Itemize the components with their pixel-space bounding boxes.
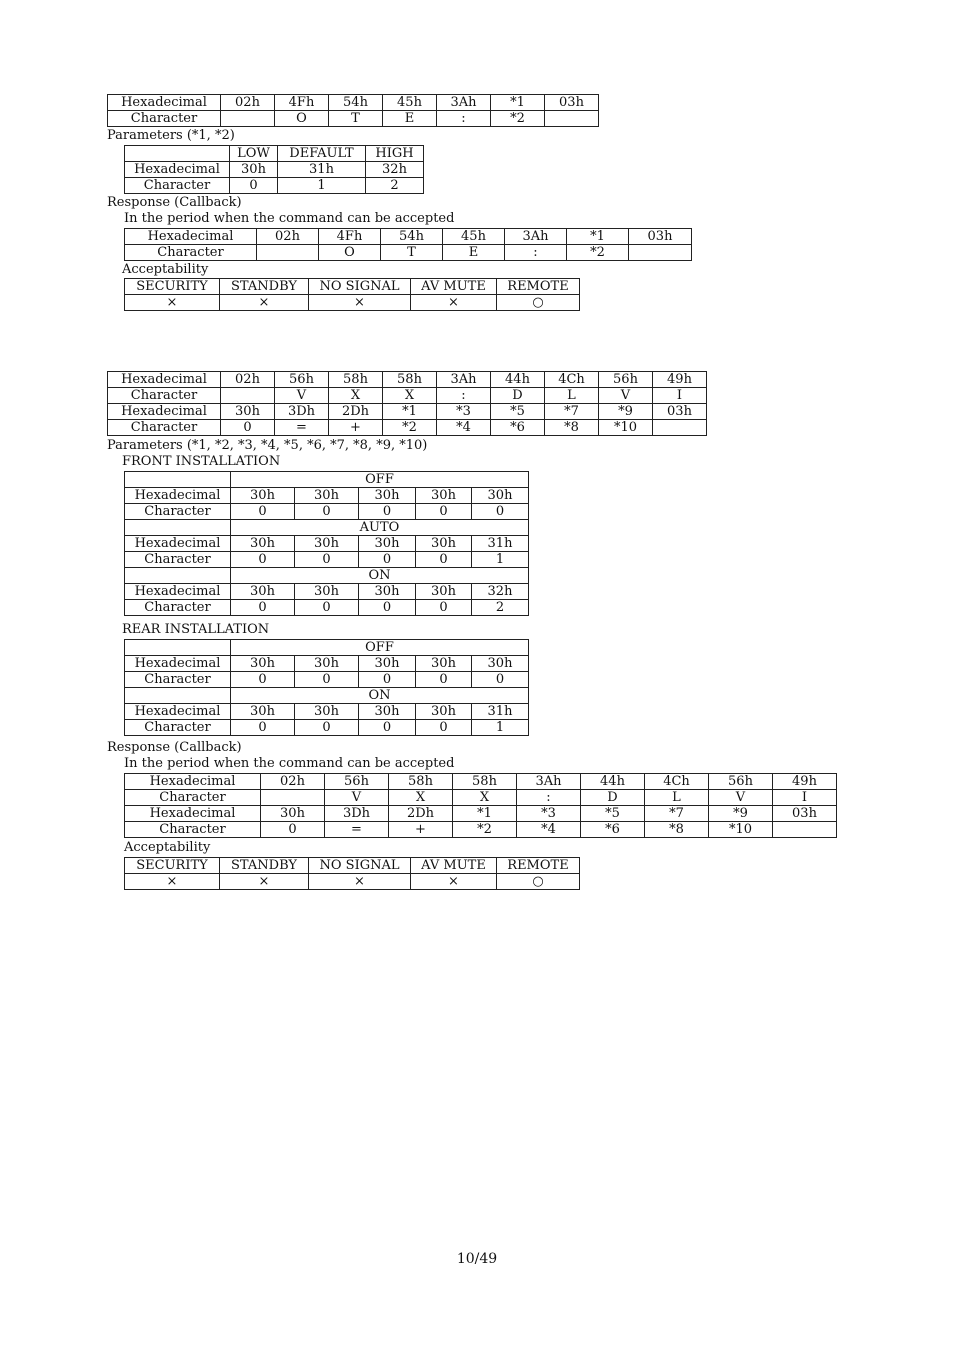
table-cell: 0	[295, 504, 359, 520]
mode-blank-cell	[125, 520, 231, 536]
table-cell: 03h	[653, 404, 707, 420]
mode-row	[125, 688, 529, 704]
table-cell: *8	[645, 822, 709, 838]
table-cell: 0	[472, 672, 529, 688]
table-cell: *6	[491, 420, 545, 436]
row-head: Hexadecimal	[125, 584, 231, 600]
cmd1-accept-table	[124, 278, 580, 311]
table-cell: 1	[472, 720, 529, 736]
accept-header-cell: NO SIGNAL	[309, 858, 411, 874]
accept-value-cell: ×	[220, 295, 309, 311]
row-head: Hexadecimal	[108, 95, 221, 111]
row-head: Hexadecimal	[125, 774, 261, 790]
table-cell: 0	[472, 504, 529, 520]
table-cell: 0	[295, 672, 359, 688]
table-cell: 03h	[773, 806, 837, 822]
table-row	[108, 420, 707, 436]
cmd2-response-label: Response (Callback)	[107, 740, 242, 755]
rear-installation-table-wrap	[124, 639, 529, 736]
table-cell: I	[653, 388, 707, 404]
table-cell: L	[645, 790, 709, 806]
cmd1-params-table-wrap	[124, 145, 424, 194]
accept-header-cell: AV MUTE	[411, 279, 497, 295]
table-cell: 0	[416, 672, 472, 688]
table-cell: *10	[709, 822, 773, 838]
table-cell: E	[443, 245, 505, 261]
table-row	[125, 774, 837, 790]
cmd2-params-label: Parameters (*1, *2, *3, *4, *5, *6, *7, *8, *9, *10)	[107, 438, 428, 453]
table-cell: *10	[599, 420, 653, 436]
table-cell: 4Fh	[275, 95, 329, 111]
table-cell: 30h	[231, 704, 295, 720]
params-header-row	[125, 146, 424, 162]
table-cell	[545, 111, 599, 127]
table-cell: *5	[491, 404, 545, 420]
table-cell: :	[437, 111, 491, 127]
table-cell: 58h	[389, 774, 453, 790]
table-cell: 03h	[545, 95, 599, 111]
table-cell: V	[709, 790, 773, 806]
mode-name: ON	[231, 688, 529, 704]
table-cell	[221, 111, 275, 127]
accept-value-cell: ×	[411, 874, 497, 890]
table-cell: 56h	[599, 372, 653, 388]
cmd1-command-table	[107, 94, 599, 127]
table-cell: 32h	[472, 584, 529, 600]
table-cell: *3	[517, 806, 581, 822]
params-cell: 30h	[230, 162, 278, 178]
table-cell: 30h	[416, 536, 472, 552]
table-cell: 30h	[231, 656, 295, 672]
table-cell: 30h	[472, 488, 529, 504]
mode-name: OFF	[231, 472, 529, 488]
table-row	[125, 822, 837, 838]
table-cell: 2	[472, 600, 529, 616]
cmd1-response-period: In the period when the command can be accepted	[124, 211, 455, 226]
table-cell: 0	[295, 720, 359, 736]
table-cell: *2	[453, 822, 517, 838]
table-cell: X	[383, 388, 437, 404]
table-cell: 0	[359, 552, 416, 568]
table-cell: 0	[231, 600, 295, 616]
params-header-default: DEFAULT	[278, 146, 366, 162]
table-cell: 30h	[231, 488, 295, 504]
table-cell: E	[383, 111, 437, 127]
table-row	[125, 229, 692, 245]
row-head: Character	[108, 111, 221, 127]
row-head: Character	[125, 504, 231, 520]
cmd1-accept-body	[125, 279, 580, 311]
table-cell: 0	[295, 600, 359, 616]
table-cell: 3Ah	[517, 774, 581, 790]
mode-name: OFF	[231, 640, 529, 656]
table-cell	[773, 822, 837, 838]
table-cell: 02h	[221, 95, 275, 111]
mode-row	[125, 640, 529, 656]
table-cell: :	[437, 388, 491, 404]
table-row	[108, 95, 599, 111]
accept-value-cell: ×	[411, 295, 497, 311]
table-cell: 45h	[443, 229, 505, 245]
table-cell: 31h	[472, 704, 529, 720]
table-cell: *9	[599, 404, 653, 420]
table-row	[108, 404, 707, 420]
table-row	[108, 372, 707, 388]
mode-hex-row	[125, 704, 529, 720]
accept-value-cell: ×	[309, 295, 411, 311]
table-cell: 58h	[453, 774, 517, 790]
accept-header-row	[125, 858, 580, 874]
mode-char-row	[125, 672, 529, 688]
accept-header-cell: SECURITY	[125, 279, 220, 295]
table-cell: 58h	[383, 372, 437, 388]
table-cell: 31h	[472, 536, 529, 552]
row-head: Character	[125, 672, 231, 688]
table-cell: 54h	[329, 95, 383, 111]
table-cell: 30h	[295, 488, 359, 504]
table-cell: 30h	[231, 536, 295, 552]
mode-char-row	[125, 504, 529, 520]
table-cell: :	[505, 245, 567, 261]
table-cell: +	[389, 822, 453, 838]
table-cell: 2Dh	[389, 806, 453, 822]
front-installation-label: FRONT INSTALLATION	[122, 454, 281, 469]
row-head: Character	[125, 552, 231, 568]
accept-header-cell: REMOTE	[497, 279, 580, 295]
table-cell	[257, 245, 319, 261]
table-cell: D	[491, 388, 545, 404]
table-cell: 30h	[472, 656, 529, 672]
cmd2-accept-table-wrap	[124, 857, 580, 890]
table-cell: 49h	[773, 774, 837, 790]
table-cell: 0	[416, 600, 472, 616]
mode-row	[125, 472, 529, 488]
row-head: Hexadecimal	[125, 656, 231, 672]
mode-name: AUTO	[231, 520, 529, 536]
mode-hex-row	[125, 656, 529, 672]
mode-row	[125, 520, 529, 536]
table-cell: 02h	[261, 774, 325, 790]
table-cell: 30h	[416, 656, 472, 672]
table-cell: 30h	[295, 704, 359, 720]
table-cell: 30h	[359, 584, 416, 600]
table-cell: 0	[231, 504, 295, 520]
table-cell: 02h	[221, 372, 275, 388]
accept-value-cell: ○	[497, 874, 580, 890]
cmd1-response-table	[124, 228, 692, 261]
table-cell: O	[319, 245, 381, 261]
table-cell: 3Ah	[437, 95, 491, 111]
mode-hex-row	[125, 584, 529, 600]
table-row	[125, 790, 837, 806]
row-head: Character	[108, 388, 221, 404]
table-cell: 03h	[629, 229, 692, 245]
table-cell: 2Dh	[329, 404, 383, 420]
table-cell: V	[599, 388, 653, 404]
table-cell: T	[329, 111, 383, 127]
table-cell: 30h	[295, 584, 359, 600]
accept-header-cell: STANDBY	[220, 858, 309, 874]
table-cell: *8	[545, 420, 599, 436]
cmd1-response-body	[125, 229, 692, 261]
table-cell: V	[325, 790, 389, 806]
table-cell: 3Ah	[437, 372, 491, 388]
table-cell: 0	[359, 600, 416, 616]
table-cell: 0	[416, 552, 472, 568]
table-row	[108, 111, 599, 127]
table-cell: *9	[709, 806, 773, 822]
table-cell: 30h	[416, 488, 472, 504]
row-head: Character	[125, 822, 261, 838]
table-cell	[261, 790, 325, 806]
table-cell: =	[275, 420, 329, 436]
mode-row	[125, 568, 529, 584]
table-cell: 30h	[221, 404, 275, 420]
row-head: Character	[125, 600, 231, 616]
row-head: Hexadecimal	[108, 372, 221, 388]
table-cell: 4Ch	[645, 774, 709, 790]
cmd1-response-label: Response (Callback)	[107, 195, 242, 210]
table-cell: 56h	[709, 774, 773, 790]
table-cell: 30h	[359, 488, 416, 504]
params-hex-row	[125, 162, 424, 178]
cmd2-command-table-wrap	[107, 371, 707, 436]
accept-header-cell: SECURITY	[125, 858, 220, 874]
params-cell: 1	[278, 178, 366, 194]
table-cell: *2	[567, 245, 629, 261]
params-cell: 0	[230, 178, 278, 194]
row-head: Character	[125, 790, 261, 806]
table-cell: 58h	[329, 372, 383, 388]
accept-header-cell: REMOTE	[497, 858, 580, 874]
table-cell: 0	[416, 504, 472, 520]
accept-value-cell: ×	[125, 874, 220, 890]
cmd2-accept-body	[125, 858, 580, 890]
table-cell: 3Ah	[505, 229, 567, 245]
table-cell: 49h	[653, 372, 707, 388]
mode-char-row	[125, 600, 529, 616]
accept-value-row	[125, 874, 580, 890]
table-cell: *1	[383, 404, 437, 420]
table-cell: V	[275, 388, 329, 404]
table-cell: 30h	[359, 704, 416, 720]
page-number: 10/49	[456, 1251, 498, 1267]
table-cell: 30h	[416, 584, 472, 600]
cmd1-accept-label: Acceptability	[122, 262, 209, 277]
front-installation-table	[124, 471, 529, 616]
accept-value-row	[125, 295, 580, 311]
cmd1-params-table	[124, 145, 424, 194]
table-cell: *7	[545, 404, 599, 420]
table-cell: 0	[359, 720, 416, 736]
row-head: Hexadecimal	[125, 806, 261, 822]
table-cell: *4	[437, 420, 491, 436]
table-cell: 30h	[295, 656, 359, 672]
cmd1-response-table-wrap	[124, 228, 692, 261]
table-cell: 56h	[325, 774, 389, 790]
table-cell: T	[381, 245, 443, 261]
table-cell: *7	[645, 806, 709, 822]
table-cell: 1	[472, 552, 529, 568]
accept-value-cell: ×	[220, 874, 309, 890]
cmd2-accept-label: Acceptability	[124, 840, 211, 855]
table-cell	[221, 388, 275, 404]
params-row-head: Hexadecimal	[125, 162, 230, 178]
mode-hex-row	[125, 536, 529, 552]
table-cell: 02h	[257, 229, 319, 245]
table-cell: 30h	[295, 536, 359, 552]
table-cell: 56h	[275, 372, 329, 388]
table-cell: X	[329, 388, 383, 404]
table-cell: *3	[437, 404, 491, 420]
accept-header-cell: NO SIGNAL	[309, 279, 411, 295]
table-cell: 54h	[381, 229, 443, 245]
table-cell: *5	[581, 806, 645, 822]
row-head: Hexadecimal	[108, 404, 221, 420]
cmd1-params-label: Parameters (*1, *2)	[107, 128, 235, 143]
params-cell: 31h	[278, 162, 366, 178]
mode-char-row	[125, 552, 529, 568]
table-cell: *4	[517, 822, 581, 838]
row-head: Hexadecimal	[125, 229, 257, 245]
params-cell: 2	[366, 178, 424, 194]
table-cell: *6	[581, 822, 645, 838]
accept-value-cell: ×	[125, 295, 220, 311]
table-row	[125, 806, 837, 822]
mode-blank-cell	[125, 472, 231, 488]
table-cell	[653, 420, 707, 436]
table-cell: +	[329, 420, 383, 436]
table-cell: =	[325, 822, 389, 838]
table-cell: 0	[359, 504, 416, 520]
mode-blank-cell	[125, 568, 231, 584]
table-cell: 0	[231, 720, 295, 736]
row-head: Hexadecimal	[125, 704, 231, 720]
cmd1-accept-table-wrap	[124, 278, 580, 311]
table-cell: *2	[383, 420, 437, 436]
table-cell: 30h	[261, 806, 325, 822]
table-cell: 30h	[231, 584, 295, 600]
mode-hex-row	[125, 488, 529, 504]
rear-installation-body	[125, 640, 529, 736]
params-row-head: Character	[125, 178, 230, 194]
row-head: Hexadecimal	[125, 488, 231, 504]
table-cell: 45h	[383, 95, 437, 111]
table-cell: X	[389, 790, 453, 806]
table-cell: 30h	[359, 656, 416, 672]
table-cell: 0	[261, 822, 325, 838]
cmd2-response-table-wrap	[124, 773, 837, 838]
rear-installation-table	[124, 639, 529, 736]
cmd2-command-body	[108, 372, 707, 436]
table-row	[125, 245, 692, 261]
front-installation-table-wrap	[124, 471, 529, 616]
accept-header-row	[125, 279, 580, 295]
row-head: Character	[125, 245, 257, 261]
table-cell: *2	[491, 111, 545, 127]
cmd2-response-period: In the period when the command can be accepted	[124, 756, 455, 771]
accept-header-cell: STANDBY	[220, 279, 309, 295]
table-cell: 0	[295, 552, 359, 568]
mode-name: ON	[231, 568, 529, 584]
cmd1-command-table-wrap	[107, 94, 599, 127]
table-cell: 30h	[416, 704, 472, 720]
cmd1-command-body	[108, 95, 599, 127]
table-cell: I	[773, 790, 837, 806]
table-cell	[629, 245, 692, 261]
params-header-low: LOW	[230, 146, 278, 162]
params-cell: 32h	[366, 162, 424, 178]
cmd1-params-body	[125, 146, 424, 194]
table-cell: O	[275, 111, 329, 127]
table-cell: 0	[359, 672, 416, 688]
mode-blank-cell	[125, 640, 231, 656]
cmd2-response-body	[125, 774, 837, 838]
table-cell: D	[581, 790, 645, 806]
table-cell: L	[545, 388, 599, 404]
table-cell: 0	[416, 720, 472, 736]
table-cell: 30h	[359, 536, 416, 552]
mode-char-row	[125, 720, 529, 736]
accept-header-cell: AV MUTE	[411, 858, 497, 874]
cmd2-response-table	[124, 773, 837, 838]
rear-installation-label: REAR INSTALLATION	[122, 622, 270, 637]
table-cell: 44h	[581, 774, 645, 790]
table-cell: *1	[491, 95, 545, 111]
accept-value-cell: ×	[309, 874, 411, 890]
table-cell: :	[517, 790, 581, 806]
accept-value-cell: ○	[497, 295, 580, 311]
table-cell: 0	[221, 420, 275, 436]
table-cell: 4Fh	[319, 229, 381, 245]
cmd2-command-table	[107, 371, 707, 436]
table-cell: 44h	[491, 372, 545, 388]
table-cell: X	[453, 790, 517, 806]
table-row	[108, 388, 707, 404]
params-char-row	[125, 178, 424, 194]
cmd2-accept-table	[124, 857, 580, 890]
mode-blank-cell	[125, 688, 231, 704]
table-cell: 3Dh	[275, 404, 329, 420]
table-cell: 4Ch	[545, 372, 599, 388]
table-cell: *1	[453, 806, 517, 822]
params-header-blank	[125, 146, 230, 162]
front-installation-body	[125, 472, 529, 616]
row-head: Character	[108, 420, 221, 436]
table-cell: 3Dh	[325, 806, 389, 822]
row-head: Character	[125, 720, 231, 736]
table-cell: 0	[231, 672, 295, 688]
table-cell: 0	[231, 552, 295, 568]
row-head: Hexadecimal	[125, 536, 231, 552]
params-header-high: HIGH	[366, 146, 424, 162]
table-cell: *1	[567, 229, 629, 245]
